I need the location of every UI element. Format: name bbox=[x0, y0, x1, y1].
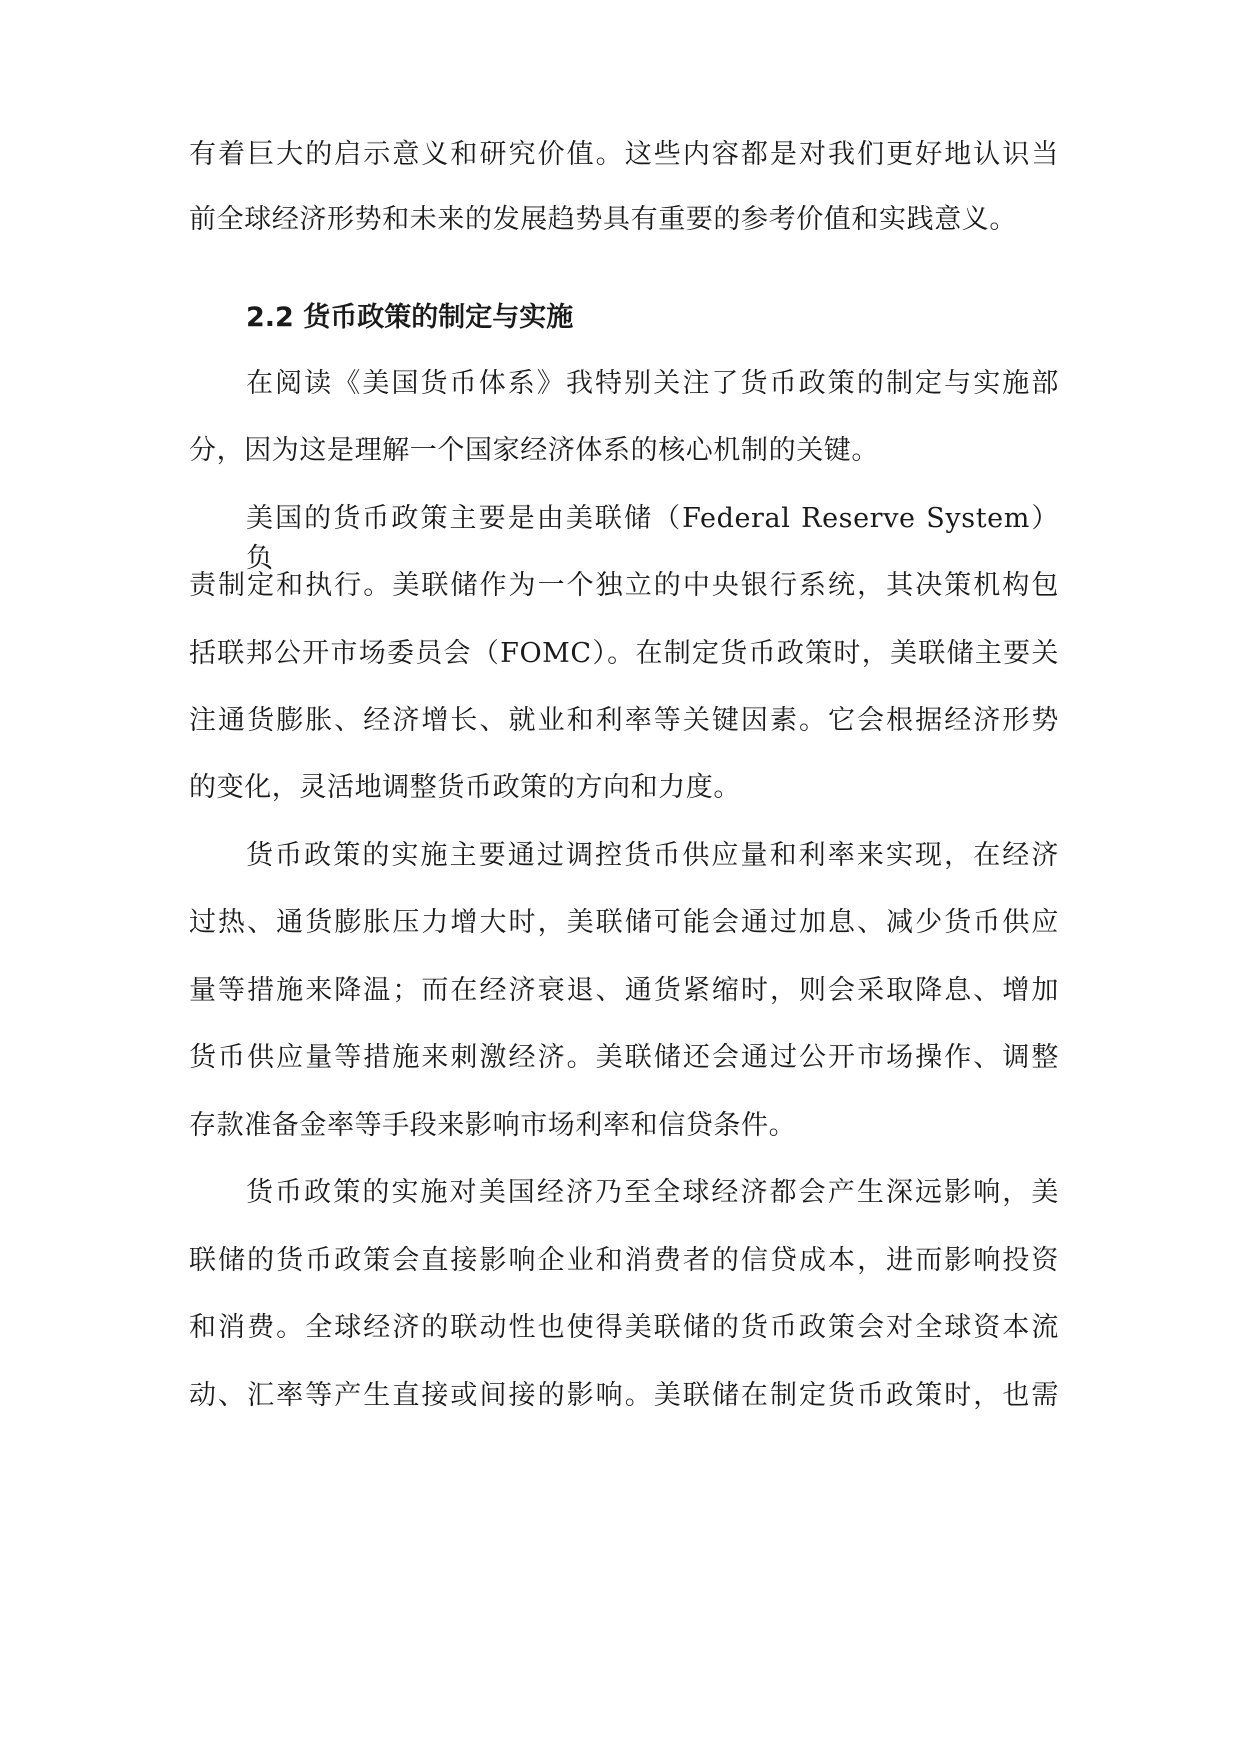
paragraph-line: 货币政策的实施主要通过调控货币供应量和利率来实现，在经济 bbox=[246, 840, 1059, 871]
section-heading: 2.2 货币政策的制定与实施 bbox=[246, 302, 574, 333]
paragraph-line: 动、汇率等产生直接或间接的影响。美联储在制定货币政策时，也需 bbox=[189, 1380, 1059, 1411]
paragraph-line: 有着巨大的启示意义和研究价值。这些内容都是对我们更好地认识当 bbox=[189, 139, 1059, 170]
paragraph-line: 货币供应量等措施来刺激经济。美联储还会通过公开市场操作、调整 bbox=[189, 1042, 1059, 1073]
paragraph-line: 括联邦公开市场委员会（FOMC）。在制定货币政策时，美联储主要关 bbox=[189, 638, 1059, 669]
paragraph-line: 联储的货币政策会直接影响企业和消费者的信贷成本，进而影响投资 bbox=[189, 1245, 1059, 1276]
paragraph-line: 量等措施来降温；而在经济衰退、通货紧缩时，则会采取降息、增加 bbox=[189, 975, 1059, 1006]
paragraph-line: 分，因为这是理解一个国家经济体系的核心机制的关键。 bbox=[189, 435, 879, 466]
paragraph-line: 注通货膨胀、经济增长、就业和利率等关键因素。它会根据经济形势 bbox=[189, 705, 1059, 736]
paragraph-line: 和消费。全球经济的联动性也使得美联储的货币政策会对全球资本流 bbox=[189, 1312, 1059, 1343]
paragraph-line: 过热、通货膨胀压力增大时，美联储可能会通过加息、减少货币供应 bbox=[189, 907, 1059, 938]
paragraph-line: 美国的货币政策主要是由美联储（Federal Reserve System）负 bbox=[246, 503, 1059, 574]
paragraph-line: 存款准备金率等手段来影响市场利率和信贷条件。 bbox=[189, 1110, 797, 1141]
paragraph-line: 责制定和执行。美联储作为一个独立的中央银行系统，其决策机构包 bbox=[189, 570, 1059, 601]
paragraph-line: 货币政策的实施对美国经济乃至全球经济都会产生深远影响，美 bbox=[246, 1177, 1059, 1208]
paragraph-line: 的变化，灵活地调整货币政策的方向和力度。 bbox=[189, 772, 741, 803]
paragraph-line: 前全球经济形势和未来的发展趋势具有重要的参考价值和实践意义。 bbox=[189, 204, 1017, 235]
paragraph-line: 在阅读《美国货币体系》我特别关注了货币政策的制定与实施部 bbox=[246, 368, 1059, 399]
